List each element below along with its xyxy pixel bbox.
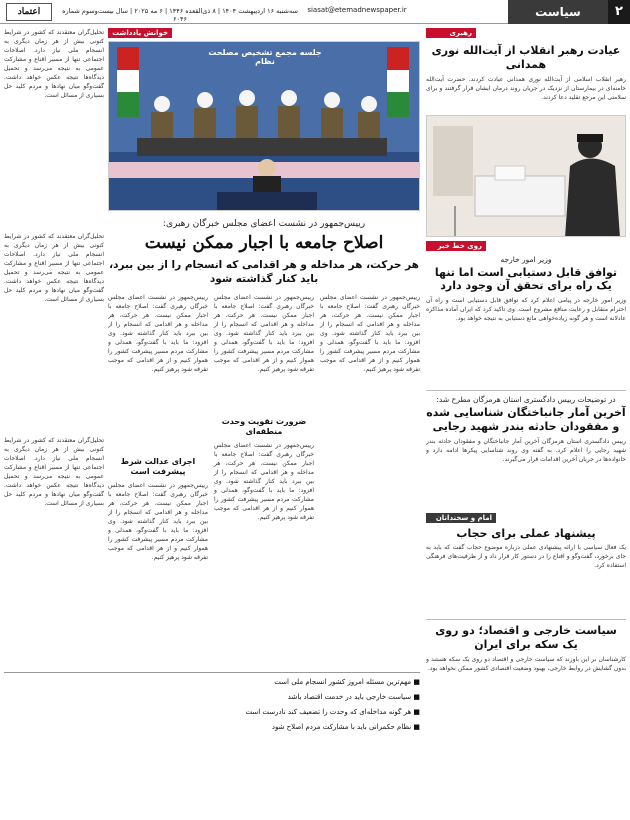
main-subhead: هر حرکت، هر مداخله و هر اقدامی که انسجام را از بین ببرد، باید کنار گذاشته شود xyxy=(109,259,419,286)
issue-dateline: سه‌شنبه ۱۶ اردیبهشت ۱۴۰۴ | ۸ ذی‌القعده ۱۴۴۶ | ۶ مه ۲۰۲۵ | سال بیست‌وسوم شماره ۶۰۴۶ xyxy=(62,7,298,23)
photo-banner: جلسه مجمع تشخیص مصلحت نظام xyxy=(208,48,322,66)
story2-body: وزیر امور خارجه در پیامی اعلام کرد که توافق قابل دستیابی است و راه آن احترام متقابل و رعایت منافع مشروع است. وی تاکید کرد که ایران آماده مذاکره عادلانه است و هر گونه زیاده‌خواهی مانع دستیابی به نتیجه خواهد بود. xyxy=(426,297,626,322)
story1-title: عیادت رهبر انقلاب از آیت‌الله نوری همدانی xyxy=(431,44,621,71)
main-body-text: رییس‌جمهور در نشست اعضای مجلس خبرگان رهبری گفت: اصلاح جامعه با اجبار ممکن نیست. هر حرکت، هر مداخله و هر اقدامی که انسجام را از بین ببرد باید کنار گذاشته شود. وی افزود: ما باید با گفت‌وگو، همدلی و مشارکت مردم مسیر پیشرفت کشور را هموار کنیم و از هر اقدامی که موجب تفرقه شود پرهیز کنیم. xyxy=(214,293,314,373)
newspaper-logo: اعتماد xyxy=(6,3,52,21)
section-label: سیاست xyxy=(508,0,608,24)
assembly-photo xyxy=(108,41,420,211)
divider xyxy=(426,390,626,391)
main-body-columns xyxy=(108,293,420,623)
bullet-item: ■ مهم‌ترین مسئله امروز کشور انسجام ملی است xyxy=(274,678,420,686)
main-body-text-2: رییس‌جمهور در نشست اعضای مجلس خبرگان رهبری گفت: اصلاح جامعه با اجبار ممکن نیست. هر حرکت، هر مداخله و هر اقدامی که انسجام را از بین ببرد باید کنار گذاشته شود. وی افزود: ما باید با گفت‌وگو، همدلی و مشارکت مردم مسیر پیشرفت کشور را هموار کنیم و از هر اقدامی که موجب تفرقه شود پرهیز کنیم. xyxy=(214,441,314,521)
story3-kicker: در توضیحات رییس دادگستری استان هرمزگان مطرح شد: xyxy=(436,395,616,404)
highlights-box xyxy=(4,672,420,816)
left-body-1: تحلیل‌گران معتقدند که کشور در شرایط کنونی بیش از هر زمان دیگری به انسجام ملی نیاز دارد. اصلاحات اجتماعی تنها از مسیر اقناع و مشارکت عمومی به نتیجه می‌رسد و تحمیل دیدگاه‌ها نتیجه عکس خواهد داشت. گفت‌وگو میان نهادها و مردم کلید حل بسیاری از مسائل است. xyxy=(4,29,104,99)
tag-main: خوانش یادداشت xyxy=(108,28,172,38)
story5-body: کارشناسان بر این باورند که سیاست خارجی و اقتصاد دو روی یک سکه هستند و بدون گشایش در روابط خارجی، بهبود وضعیت اقتصادی کشور ممکن نخواهد بود. xyxy=(426,655,626,672)
main-body-col3 xyxy=(108,293,208,623)
left-column xyxy=(4,28,104,668)
story4-title: پیشنهاد عملی برای حجاب xyxy=(456,526,596,540)
tag-leadership: رهبری xyxy=(426,28,476,38)
main-headline: اصلاح جامعه با اجبار ممکن نیست xyxy=(144,233,384,253)
divider xyxy=(426,619,626,620)
page-header xyxy=(0,0,630,24)
tag-news-line: روی خط خبر xyxy=(426,241,486,251)
story2-kicker: وزیر امور خارجه xyxy=(500,254,552,264)
crosshead-1: ضرورت تقویت وحدت منطقه‌ای xyxy=(221,416,307,436)
main-body-text-3: رییس‌جمهور در نشست اعضای مجلس خبرگان رهبری گفت: اصلاح جامعه با اجبار ممکن نیست. هر حرکت، هر مداخله و هر اقدامی که انسجام را از بین ببرد باید کنار گذاشته شود. وی افزود: ما باید با گفت‌وگو، همدلی و مشارکت مردم مسیر پیشرفت کشور را هموار کنیم و از هر اقدامی که موجب تفرقه شود پرهیز کنیم. xyxy=(108,293,208,373)
story2-title: توافق قابل دستیابی است اما تنها یک راه برای تحقق آن وجود دارد xyxy=(434,265,618,293)
left-body-2: تحلیل‌گران معتقدند که کشور در شرایط کنونی بیش از هر زمان دیگری به انسجام ملی نیاز دارد. اصلاحات اجتماعی تنها از مسیر اقناع و مشارکت عمومی به نتیجه می‌رسد و تحمیل دیدگاه‌ها نتیجه عکس خواهد داشت. گفت‌وگو میان نهادها و مردم کلید حل بسیاری از مسائل است. xyxy=(4,233,104,303)
left-body-3: تحلیل‌گران معتقدند که کشور در شرایط کنونی بیش از هر زمان دیگری به انسجام ملی نیاز دارد. اصلاحات اجتماعی تنها از مسیر اقناع و مشارکت عمومی به نتیجه می‌رسد و تحمیل دیدگاه‌ها نتیجه عکس خواهد داشت. گفت‌وگو میان نهادها و مردم کلید حل بسیاری از مسائل است. xyxy=(4,437,104,507)
section-email: siasat@etemadnewspaper.ir xyxy=(307,6,407,14)
leader-visit-photo xyxy=(426,115,626,237)
bullet-item: ■ هر گونه مداخله‌ای که وحدت را تضعیف کند نادرست است xyxy=(245,708,420,716)
bullet-item: ■ سیاست خارجی باید در خدمت اقتصاد باشد xyxy=(287,693,420,701)
crosshead-2: اجرای عدالت شرط پیشرفت است xyxy=(120,456,196,476)
bullet-item: ■ نظام حکمرانی باید با مشارکت مردم اصلاح شود xyxy=(271,723,420,731)
main-body-col1: رییس‌جمهور در نشست اعضای مجلس خبرگان رهبری گفت: اصلاح جامعه با اجبار ممکن نیست. هر حرکت، هر مداخله و هر اقدامی که انسجام را از بین ببرد باید کنار گذاشته شود. وی افزود: ما باید با گفت‌وگو، همدلی و مشارکت مردم مسیر پیشرفت کشور را هموار کنیم و از هر اقدامی که موجب تفرقه شود پرهیز کنیم. xyxy=(320,293,420,373)
right-column xyxy=(426,28,626,816)
main-kicker: رییس‌جمهور در نشست اعضای مجلس خبرگان رهبری: xyxy=(162,219,366,229)
story3-title: آخرین آمار جانباختگان شناسایی شده و مفقودان حادثه بندر شهید رجایی xyxy=(426,406,626,433)
main-body-col2 xyxy=(214,293,314,623)
story1-body: رهبر انقلاب اسلامی از آیت‌الله نوری همدانی عیادت کردند. حضرت آیت‌الله خامنه‌ای در بیمارستان از نزدیک در جریان روند درمان ایشان قرار گرفتند و برای سلامتی این مرجع تقلید دعا کردند. xyxy=(426,75,626,101)
story4-body: یک فعال سیاسی با ارائه پیشنهادی عملی درباره موضوع حجاب گفت که باید به جای برخورد، گفت‌وگو و اقناع را در دستور کار قرار داد و از ظرفیت‌های فرهنگی استفاده کرد. xyxy=(426,544,626,570)
main-body-text-4: رییس‌جمهور در نشست اعضای مجلس خبرگان رهبری گفت: اصلاح جامعه با اجبار ممکن نیست. هر حرکت، هر مداخله و هر اقدامی که انسجام را از بین ببرد باید کنار گذاشته شود. وی افزود: ما باید با گفت‌وگو، همدلی و مشارکت مردم مسیر پیشرفت کشور را هموار کنیم و از هر اقدامی که موجب تفرقه شود پرهیز کنیم. xyxy=(108,481,208,561)
story5-title: سیاست خارجی و اقتصاد؛ دو روی یک سکه برای ایران xyxy=(435,624,617,651)
page-number: ۲ xyxy=(608,0,630,24)
story3-body: رییس دادگستری استان هرمزگان آخرین آمار جانباختگان و مفقودان حادثه بندر شهید رجایی را اعلام کرد. به گفته وی روند شناسایی پیکرها ادامه دارد و خانواده‌ها در جریان آخرین اقدامات قرار می‌گیرند. xyxy=(426,437,626,463)
tag-imam: امام و سخندانان xyxy=(426,513,496,523)
